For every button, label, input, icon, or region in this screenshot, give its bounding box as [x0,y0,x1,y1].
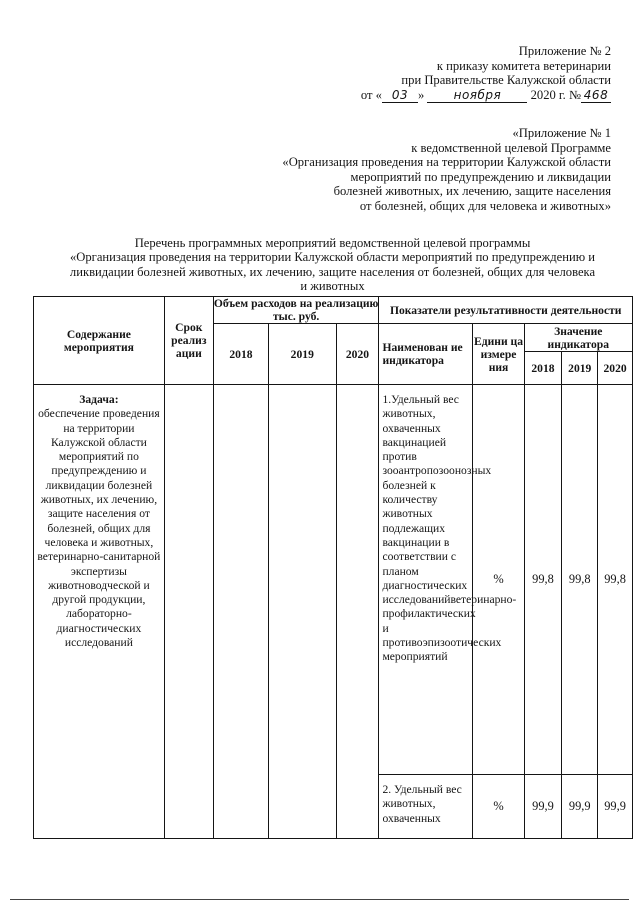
document-title [55,236,610,294]
expense-2020-cell [336,385,379,839]
program-line: к ведомственной целевой Программе [411,140,611,155]
title-line-1: Перечень программных мероприятий ведомственной целевой программы [134,236,531,250]
program-measures-table [33,296,633,839]
program-appendix-header [211,126,611,214]
expense-2018-cell [213,385,268,839]
indicator-name: 1.Удельный вес животных, охваченных вакцинацией против зооантропозоонозных болезней к количеству животных подлежащих вакцинации в соответствии с планом диагностических исследованийветеринарно-профилактических и противоэпизоотических мероприятий [379,385,473,775]
header-value-2020: 2020 [598,352,633,385]
indicator-value-2020: 99,8 [598,385,633,775]
indicator-value-2019: 99,8 [562,385,598,775]
title-line-3: ликвидации болезней животных, их лечению, защите населения от болезней, общих для человека [69,264,596,279]
date-prefix: от « [360,87,382,102]
program-name-line-4: от болезней, общих для человека и животных» [359,198,611,213]
indicator-value-2019: 99,9 [562,775,598,839]
header-expenses: Объем расходов на реализацию тыс. руб. [213,297,379,323]
header-year-2018: 2018 [213,324,268,385]
order-number: 468 [581,88,611,104]
date-month: ноября [427,88,527,104]
order-appendix-header [361,44,611,103]
date-day: 03 [382,88,418,104]
page-bottom-divider [10,899,629,900]
indicator-name: 2. Удельный вес животных, охваченных [379,775,473,839]
program-name-line-3: болезней животных, их лечению, защите населения [333,184,611,199]
title-line-2: «Организация проведения на территории Калужской области мероприятий по предупреждению и [69,250,596,265]
header-year-2020: 2020 [336,324,379,385]
header-indicator-value: Значение индикатора [524,324,632,352]
header-unit: Едини ца измере ния [473,324,524,385]
appendix-number: Приложение № 2 [518,44,611,58]
order-line: к приказу комитета ветеринарии [436,58,611,73]
table-row [34,385,633,775]
program-name-line-2: мероприятий по предупреждению и ликвидации [350,169,611,184]
task-text: обеспечение проведения на территории Калужской области мероприятий по предупреждению и ликвидации болезней животных, их лечению, защите населения от болезней, общих для человека и животных, ветеринарно-санитарной экспертизы животноводческой и другой продукции, лабораторно-диагностических исследований [37,407,161,650]
header-year-2019: 2019 [269,324,336,385]
government-line: при Правительстве Калужской области [401,73,611,88]
date-year: 2020 г. № [530,87,581,102]
indicator-unit: % [473,385,524,775]
expense-2019-cell [269,385,336,839]
date-mid: » [417,87,425,102]
task-cell [34,385,165,839]
header-term: Срок реализ ации [164,297,213,385]
program-name-line-1: «Организация проведения на территории Калужской области [282,155,611,170]
indicator-value-2018: 99,8 [524,385,562,775]
indicator-unit: % [473,775,524,839]
header-content: Содержание мероприятия [34,297,165,385]
header-results: Показатели результативности деятельности [379,297,633,324]
task-label: Задача: [79,393,119,406]
term-cell [164,385,213,839]
header-value-2019: 2019 [562,352,598,385]
indicator-value-2018: 99,9 [524,775,562,839]
header-indicator-name: Наименован ие индикатора [379,324,473,385]
order-date-line [361,88,611,104]
appendix-1-label: «Приложение № 1 [512,126,611,140]
title-line-4: и животных [300,279,365,294]
header-value-2018: 2018 [524,352,562,385]
indicator-value-2020: 99,9 [598,775,633,839]
